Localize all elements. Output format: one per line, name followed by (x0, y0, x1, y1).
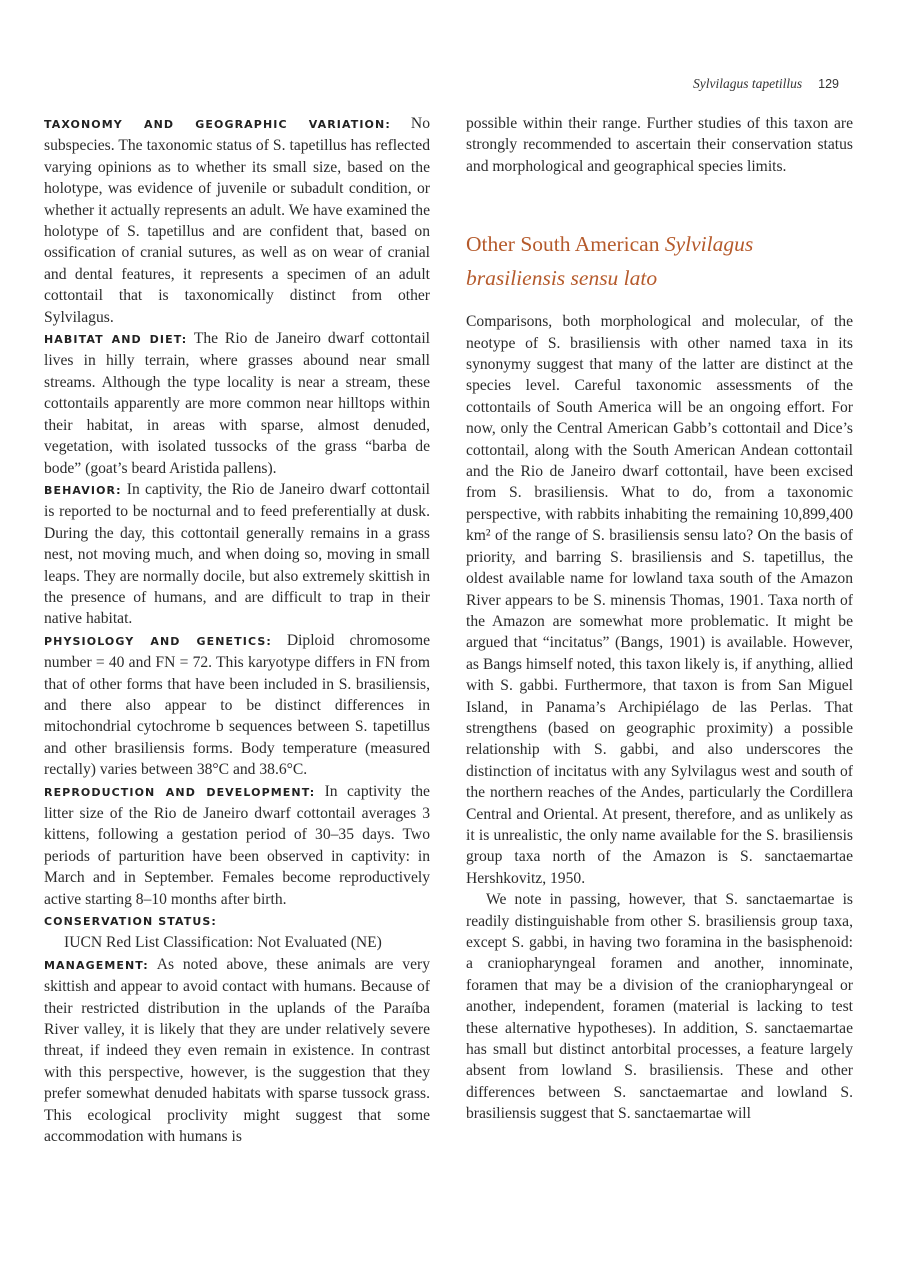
subhead-line2-italic: brasiliensis sensu lato (466, 266, 658, 291)
reproduction-paragraph (44, 781, 430, 910)
physiology-heading: PHYSIOLOGY AND GENETICS: (44, 634, 272, 648)
management-heading: MANAGEMENT: (44, 958, 149, 972)
conservation-heading-line (44, 910, 430, 932)
body-paragraph-2: We note in passing, however, that S. sanctaemartae is readily distinguishable from other S. brasiliensis group taxa, except S. gabbi, in having two foramina in the basisphenoid: a craniopharyngeal foramen and another, innominate, foramen that may be a division of the craniopharyngeal or another, independent, foramen (material is lacking to test these alternative hypotheses). In addition, S. sanctaemartae has small but distinct antorbital processes, a feature largely absent from lowland S. brasiliensis. These and other differences between S. sanctaemartae and lowland S. brasiliensis suggest that S. sanctaemartae will (466, 891, 853, 1123)
left-column (44, 113, 430, 1148)
habitat-paragraph (44, 328, 430, 479)
taxonomy-paragraph (44, 113, 430, 328)
taxonomy-heading: TAXONOMY AND GEOGRAPHIC VARIATION: (44, 118, 391, 131)
behavior-heading: BEHAVIOR: (44, 483, 122, 497)
physiology-text: Diploid chromosome number = 40 and FN = 72. This karyotype differs in FN from that of other forms that have been included in S. brasiliensis, and there also appear to be distinct differences in mitochondrial cytochrome b sequences between S. tapetillus and other brasiliensis forms. Body temperature (measured rectally) varies between 38°C and 38.6°C. (44, 631, 430, 779)
running-title: Sylvilagus tapetillus (693, 76, 803, 91)
management-paragraph (44, 954, 430, 1148)
running-head (693, 76, 839, 92)
behavior-text: In captivity, the Rio de Janeiro dwarf cottontail is reported to be nocturnal and to feed preferentially at dusk. During the day, this cottontail generally remains in a grass nest, not moving much, and when doing so, moving in small leaps. They are normally docile, but also extremely skittish in the presence of humans, and are difficult to trap in their native habitat. (44, 480, 430, 628)
management-text: As noted above, these animals are very skittish and appear to avoid contact with humans. Because of their restricted distribution in the uplands of the Paraíba River valley, it is likely that they are under relatively severe threat, if indeed they even remain in existence. In contrast with this perspective, however, is the suggestion that they prefer somewhat denuded habitats with sparse tussock grass. This ecological proclivity might suggest that some accommodation with humans is (44, 955, 430, 1146)
physiology-paragraph (44, 630, 430, 781)
habitat-text: The Rio de Janeiro dwarf cottontail lives in hilly terrain, where grasses abound near small streams. Although the type locality is near a stream, these cottontails apparently are more common near hilltops within their habitat, in areas with sparse, almost denuded, vegetation, with isolated tussocks of the grass “barba de bode” (goat’s beard Aristida pallens). (44, 330, 430, 477)
section-subheading (466, 227, 853, 295)
reproduction-text: In captivity the litter size of the Rio de Janeiro dwarf cottontail averages 3 kittens, following a gestation period of 30–35 days. Two periods of parturition have been observed in captivity: in March and in September. Females become reproductively active starting 8–10 months after birth. (44, 782, 430, 908)
reproduction-heading: REPRODUCTION AND DEVELOPMENT: (44, 785, 316, 799)
behavior-paragraph (44, 479, 430, 630)
conservation-text: IUCN Red List Classification: Not Evaluated (NE) (64, 934, 382, 952)
right-column (466, 113, 853, 1125)
subhead-line1-italic: Sylvilagus (664, 232, 754, 257)
conservation-heading: CONSERVATION STATUS: (44, 915, 217, 929)
body-paragraph-1: Comparisons, both morphological and molecular, of the neotype of S. brasiliensis with other named taxa in its synonymy suggest that many of the latter are distinct at the species level. Careful taxonomic assessments of the cottontails of South America will be an ongoing effort. For now, only the Central American Gabb’s cottontail and Dice’s cottontail, along with the South American Andean cottontail and the Rio de Janeiro dwarf cottontail, have been excised from S. brasiliensis. What to do, from a taxonomic perspective, with rabbits inhabiting the remaining 10,899,400 km² of the range of S. brasiliensis sensu lato? On the basis of priority, and barring S. brasiliensis and S. tapetillus, the oldest available name for lowland taxa south of the Amazon River appears to be S. minensis Thomas, 1901. Taxa north of the Amazon are somewhat more problematic. It might be argued that “incitatus” (Bangs, 1901) is available. However, as Bangs himself noted, this taxon likely is, if anything, allied with S. gabbi. Furthermore, that taxon is from San Miguel Island, in Panama’s Archipiélago de las Perlas. That strengthens (based on geographic proximity) a possible relationship with S. gabbi, and also underscores the distinction of incitatus with any Sylvilagus west and south of the northern reaches of the Andes, particularly the Cordillera Central and Oriental. At present, therefore, and as unlikely as it is unrealistic, the only name available for the S. brasiliensis group taxa north of the Amazon is S. sanctaemartae Hershkovitz, 1950. (466, 313, 853, 887)
taxonomy-text: No subspecies. The taxonomic status of S. tapetillus has reflected varying opinions as to whether its small size, based on the holotype, was evidence of juvenile or subadult condition, or whether it actually represents an adult. We have examined the holotype of S. tapetillus and are confident that, based on ossification of cranial sutures, as well as on wear of cranial and dental features, it represents a specimen of an adult cottontail that is taxonomically distinct from other Sylvilagus. (44, 115, 430, 326)
continuation-paragraph: possible within their range. Further studies of this taxon are strongly recommended to ascertain their conservation status and morphological and geographical species limits. (466, 115, 853, 175)
subhead-line1: Other South American (466, 232, 665, 257)
habitat-heading: HABITAT AND DIET: (44, 333, 188, 347)
page-number: 129 (818, 77, 839, 91)
